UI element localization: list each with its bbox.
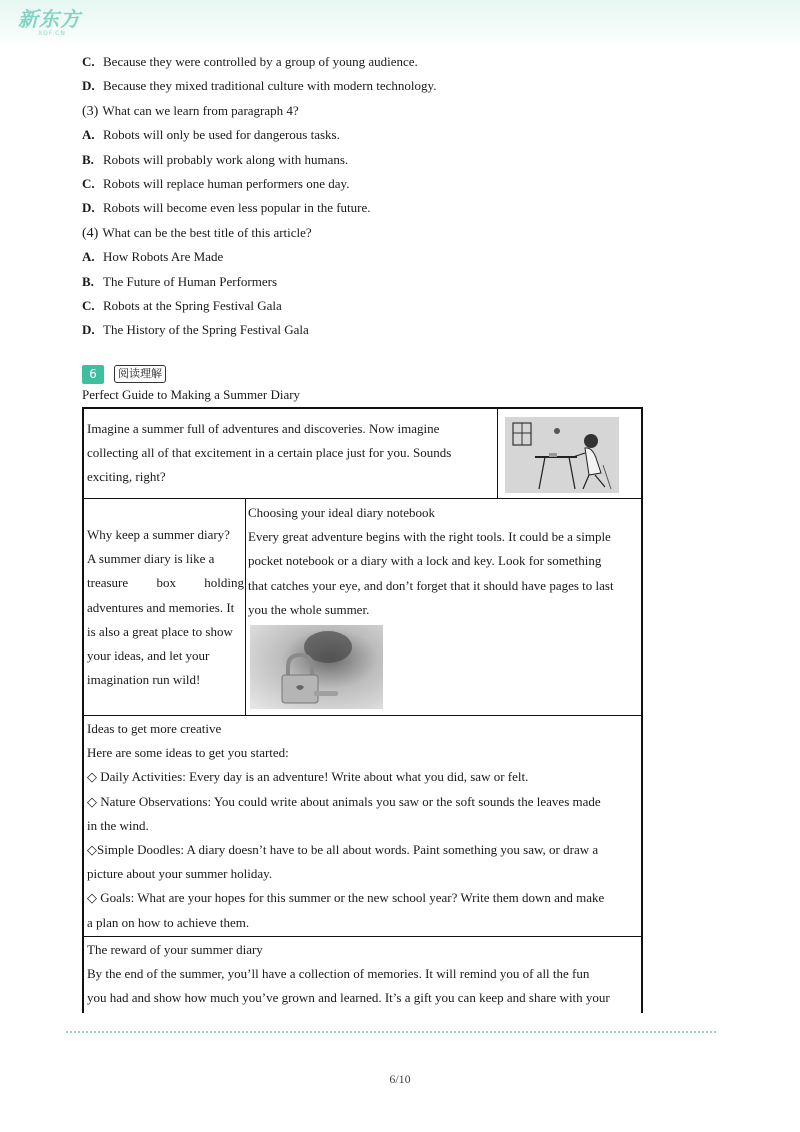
table-divider bbox=[84, 936, 641, 937]
footer-divider bbox=[66, 1031, 716, 1033]
table-divider bbox=[84, 498, 641, 499]
option-line: A. Robots will only be used for dangerous tasks. bbox=[82, 127, 340, 143]
word: treasure bbox=[87, 575, 129, 591]
table-divider bbox=[497, 409, 498, 498]
option-line: C. Robots at the Spring Festival Gala bbox=[82, 297, 282, 313]
choosing-title: Choosing your ideal diary notebook bbox=[248, 505, 436, 520]
choosing-notebook-text: Choosing your ideal diary notebook Every great adventure begins with the right tools. It could be a simple pocket notebook or a diary with a lock and key. Look for something that catches your eye, and don’t forget that it should have pages to last you the whole summer. bbox=[248, 501, 640, 622]
xdf-logo bbox=[18, 8, 88, 40]
padlock-photo bbox=[250, 625, 383, 709]
word: box bbox=[156, 575, 176, 591]
logo-subtext: XDF.CN bbox=[38, 30, 66, 37]
section-number-badge: 6 bbox=[82, 365, 104, 384]
option-line: C. Because they were controlled by a group of young audience. bbox=[82, 54, 418, 69]
option-line: D. Robots will become even less popular in the future. bbox=[82, 200, 371, 216]
word: holding bbox=[204, 575, 244, 591]
questions-area bbox=[82, 50, 644, 343]
option-line: D. The History of the Spring Festival Gala bbox=[82, 322, 309, 338]
question-stem: (3) What can we learn from paragraph 4? bbox=[82, 102, 299, 119]
why-line-spread bbox=[87, 571, 244, 595]
ideas-text: Ideas to get more creative Here are some ideas to get you started: ◇ Daily Activities: Every day is an adventure! Write about what you did, saw or felt. ◇ Nature Observations: You could write about animals you saw or the soft sounds the leaves made in the wind. ◇Simple Doodles: A diary doesn’t have to be all about words. Paint something you saw, or draw a picture about your summer holiday. ◇ Goals: What are your hopes for this summer or the new school year? Write them down and make a plan on how to achieve them. bbox=[87, 721, 605, 930]
table-divider bbox=[245, 498, 246, 715]
option-line: A. How Robots Are Made bbox=[82, 249, 224, 265]
page-header-band bbox=[0, 0, 800, 48]
section-heading bbox=[82, 364, 166, 384]
logo-text: 新东方 bbox=[18, 7, 81, 31]
why-keep-text: Why keep a summer diary? A summer diary is like a treasure box holding adventures and memories. It is also a great place to show your ideas, and let your imagination run wild! bbox=[87, 527, 244, 688]
girl-writing-illustration bbox=[505, 417, 619, 493]
passage-table bbox=[82, 407, 643, 1013]
reward-text: The reward of your summer diary By the end of the summer, you’ll have a collection of memories. It will remind you of all the fun you had and show how much you’ve grown and learned. It’s a gift you can keep and share with your bbox=[87, 942, 610, 1006]
option-line: C. Robots will replace human performers one day. bbox=[82, 175, 350, 191]
question-stem: (4) What can be the best title of this article? bbox=[82, 224, 312, 241]
section-type-tag: 阅读理解 bbox=[114, 365, 166, 383]
passage-title: Perfect Guide to Making a Summer Diary bbox=[82, 387, 301, 402]
option-line: D. Because they mixed traditional culture with modern technology. bbox=[82, 78, 437, 94]
page-number: 6/10 bbox=[389, 1072, 411, 1086]
table-divider bbox=[84, 715, 641, 716]
option-line: B. Robots will probably work along with humans. bbox=[82, 151, 349, 167]
intro-text: Imagine a summer full of adventures and discoveries. Now imagine collecting all of that excitement in a certain place just for you. Sounds exciting, right? bbox=[87, 421, 452, 485]
option-line: B. The Future of Human Performers bbox=[82, 273, 278, 289]
